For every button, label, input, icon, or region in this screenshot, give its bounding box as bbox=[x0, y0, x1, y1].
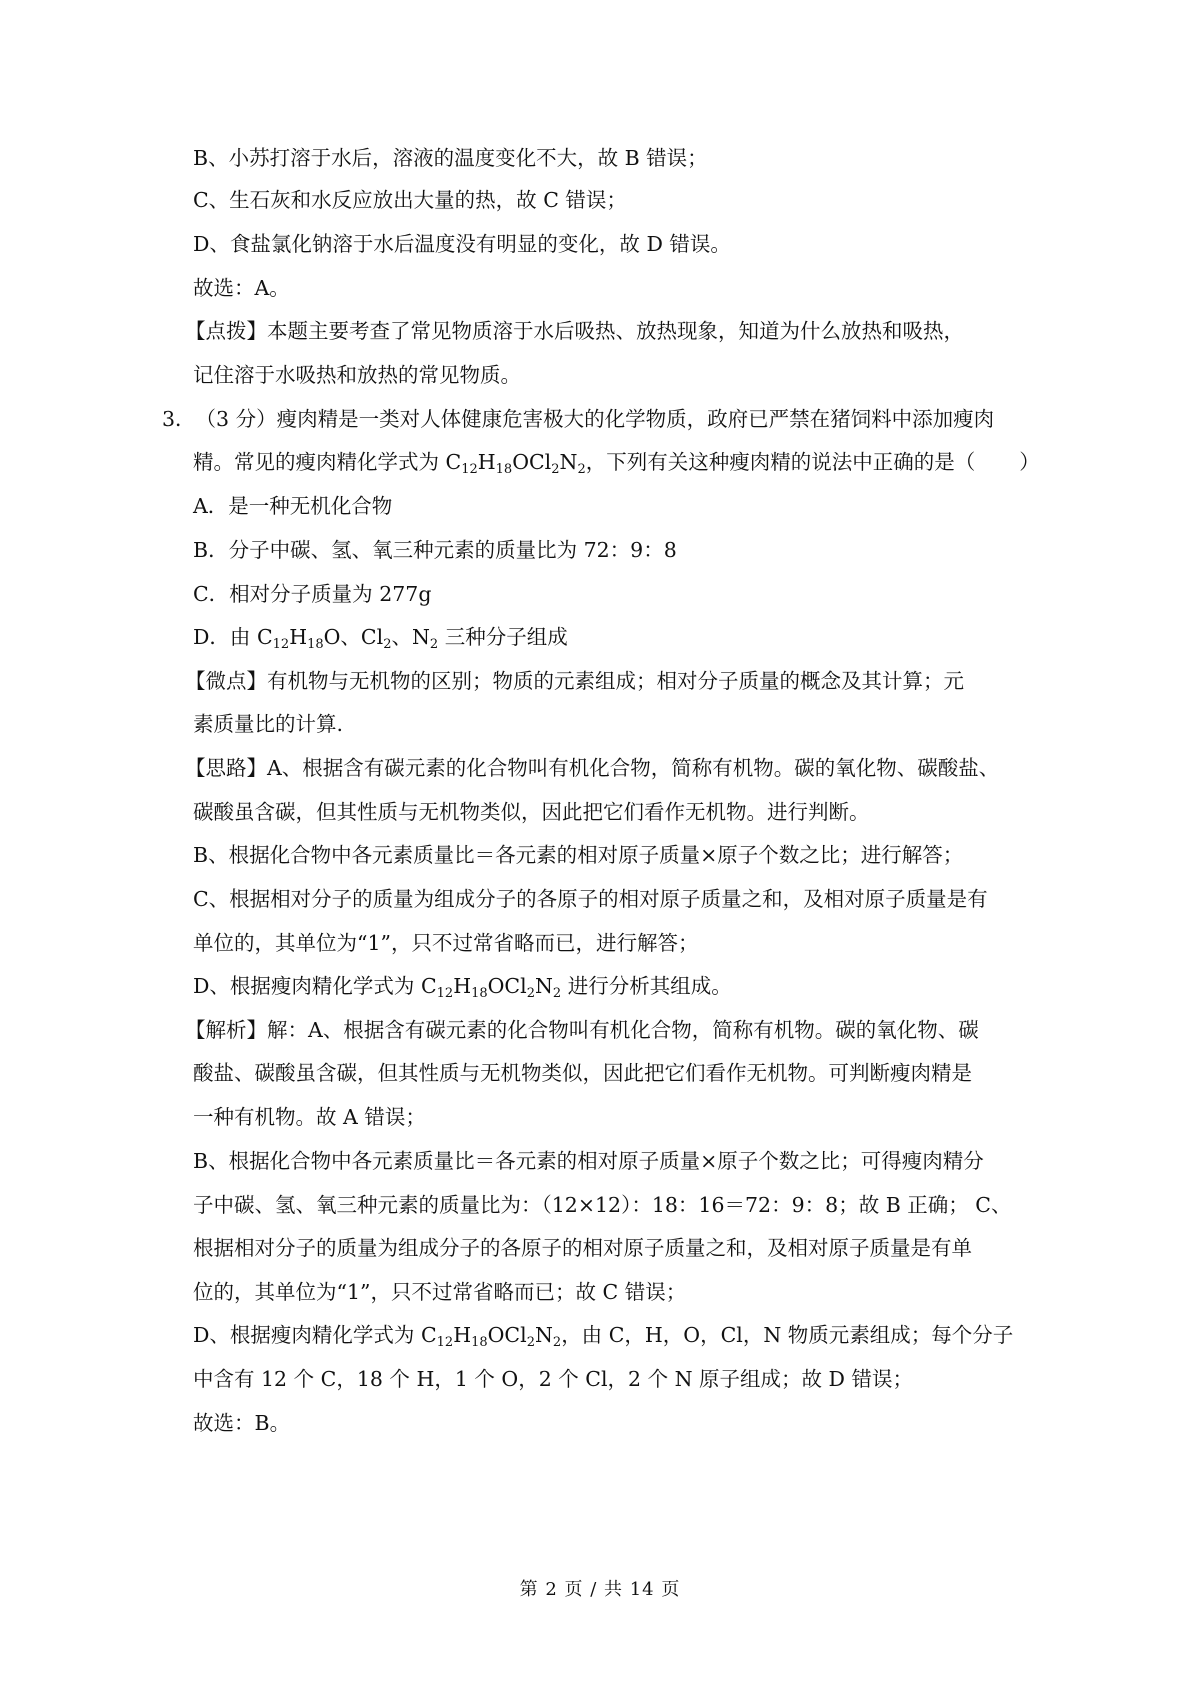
formula-line bbox=[193, 447, 1040, 477]
text-segment: ，下列有关这种瘦肉精的说法中正确的是（ bbox=[585, 450, 976, 474]
text-segment: OCl bbox=[512, 450, 552, 474]
text-segment: OCl bbox=[487, 974, 527, 998]
text-line: 【微点】有机物与无机物的区别；物质的元素组成；相对分子质量的概念及其计算；元 bbox=[185, 669, 964, 693]
text-line: 单位的，其单位为“1”，只不过常省略而已，进行解答； bbox=[193, 931, 699, 955]
subscript: 12 bbox=[461, 462, 478, 477]
option-d bbox=[193, 622, 568, 652]
subscript: 2 bbox=[526, 1335, 535, 1350]
subscript: 2 bbox=[429, 637, 439, 652]
text-line: 素质量比的计算. bbox=[193, 712, 344, 736]
text-segment: ） bbox=[1019, 450, 1040, 474]
text-segment: 、N bbox=[391, 625, 430, 649]
subscript: 2 bbox=[526, 986, 535, 1001]
text-line: D、食盐氯化钠溶于水后温度没有明显的变化，故 D 错误。 bbox=[193, 232, 731, 256]
option-c: C．相对分子质量为 277g bbox=[193, 582, 432, 606]
subscript: 18 bbox=[307, 637, 324, 652]
question-line bbox=[162, 404, 994, 434]
text-segment: H bbox=[453, 974, 472, 998]
subscript: 18 bbox=[471, 986, 488, 1001]
subscript: 12 bbox=[436, 986, 454, 1001]
text-segment: ，由 C，H，O，Cl，N 物质元素组成；每个分子 bbox=[561, 1323, 1014, 1347]
subscript: 2 bbox=[383, 637, 392, 652]
formula-line bbox=[193, 1320, 1013, 1350]
page-footer: 第 2 页 / 共 14 页 bbox=[519, 1579, 681, 1600]
subscript: 12 bbox=[272, 637, 290, 652]
subscript: 2 bbox=[551, 462, 560, 477]
text-segment: N bbox=[534, 1323, 553, 1347]
text-line: 【思路】A、根据含有碳元素的化合物叫有机化合物，简称有机物。碳的氧化物、碳酸盐、 bbox=[185, 756, 1000, 780]
option-a: A．是一种无机化合物 bbox=[193, 494, 393, 518]
subscript: 2 bbox=[552, 1335, 562, 1350]
text-line: 位的，其单位为“1”，只不过常省略而已；故 C 错误； bbox=[193, 1280, 687, 1304]
text-line: B、根据化合物中各元素质量比＝各元素的相对原子质量×原子个数之比；进行解答； bbox=[193, 843, 964, 867]
text-segment: H bbox=[289, 625, 308, 649]
text-segment: D、根据瘦肉精化学式为 C bbox=[193, 974, 437, 998]
text-line: 根据相对分子的质量为组成分子的各原子的相对原子质量之和，及相对原子质量是有单 bbox=[193, 1236, 972, 1260]
text-segment: N bbox=[534, 974, 553, 998]
text-line: 一种有机物。故 A 错误； bbox=[193, 1105, 426, 1129]
subscript: 2 bbox=[552, 986, 562, 1001]
text-segment: D．由 C bbox=[193, 625, 273, 649]
text-line: C、生石灰和水反应放出大量的热，故 C 错误； bbox=[193, 188, 627, 212]
text-line: B、小苏打溶于水后，溶液的温度变化不大，故 B 错误； bbox=[193, 146, 708, 170]
text-segment: D、根据瘦肉精化学式为 C bbox=[193, 1323, 437, 1347]
text-segment: N bbox=[559, 450, 578, 474]
text-segment: 进行分析其组成。 bbox=[561, 974, 732, 998]
text-line: B、根据化合物中各元素质量比＝各元素的相对原子质量×原子个数之比；可得瘦肉精分 bbox=[193, 1149, 984, 1173]
subscript: 18 bbox=[471, 1335, 488, 1350]
text-line: 子中碳、氢、氧三种元素的质量比为：（12×12）：18：16＝72：9：8；故 B 正确； C、 bbox=[193, 1193, 1012, 1217]
text-segment: O、Cl bbox=[323, 625, 384, 649]
text-line: 碳酸虽含碳，但其性质与无机物类似，因此把它们看作无机物。进行判断。 bbox=[193, 800, 870, 824]
text-segment: H bbox=[453, 1323, 472, 1347]
text-line: 酸盐、碳酸虽含碳，但其性质与无机物类似，因此把它们看作无机物。可判断瘦肉精是 bbox=[193, 1061, 972, 1085]
text-line: 故选：A。 bbox=[193, 276, 290, 300]
text-line: 中含有 12 个 C，18 个 H，1 个 O，2 个 Cl，2 个 N 原子组成；故 D 错误； bbox=[193, 1367, 914, 1391]
text-line: 记住溶于水吸热和放热的常见物质。 bbox=[193, 363, 521, 387]
subscript: 12 bbox=[436, 1335, 454, 1350]
text-segment: OCl bbox=[487, 1323, 527, 1347]
question-stem: （3 分）瘦肉精是一类对人体健康危害极大的化学物质，政府已严禁在猪饲料中添加瘦肉 bbox=[195, 407, 995, 431]
text-line: 【点拨】本题主要考查了常见物质溶于水后吸热、放热现象，知道为什么放热和吸热， bbox=[185, 319, 964, 343]
formula-line bbox=[193, 971, 732, 1001]
text-line: 【解析】解：A、根据含有碳元素的化合物叫有机化合物，简称有机物。碳的氧化物、碳 bbox=[185, 1018, 979, 1042]
subscript: 18 bbox=[495, 462, 513, 477]
text-line: 故选：B。 bbox=[193, 1411, 291, 1435]
text-segment: 精。常见的瘦肉精化学式为 C bbox=[193, 450, 462, 474]
question-number: 3． bbox=[162, 407, 196, 431]
text-line: C、根据相对分子的质量为组成分子的各原子的相对原子质量之和，及相对原子质量是有 bbox=[193, 887, 988, 911]
option-b: B．分子中碳、氢、氧三种元素的质量比为 72：9：8 bbox=[193, 538, 677, 562]
text-segment: 三种分子组成 bbox=[438, 625, 568, 649]
text-segment: H bbox=[477, 450, 496, 474]
subscript: 2 bbox=[577, 462, 586, 477]
